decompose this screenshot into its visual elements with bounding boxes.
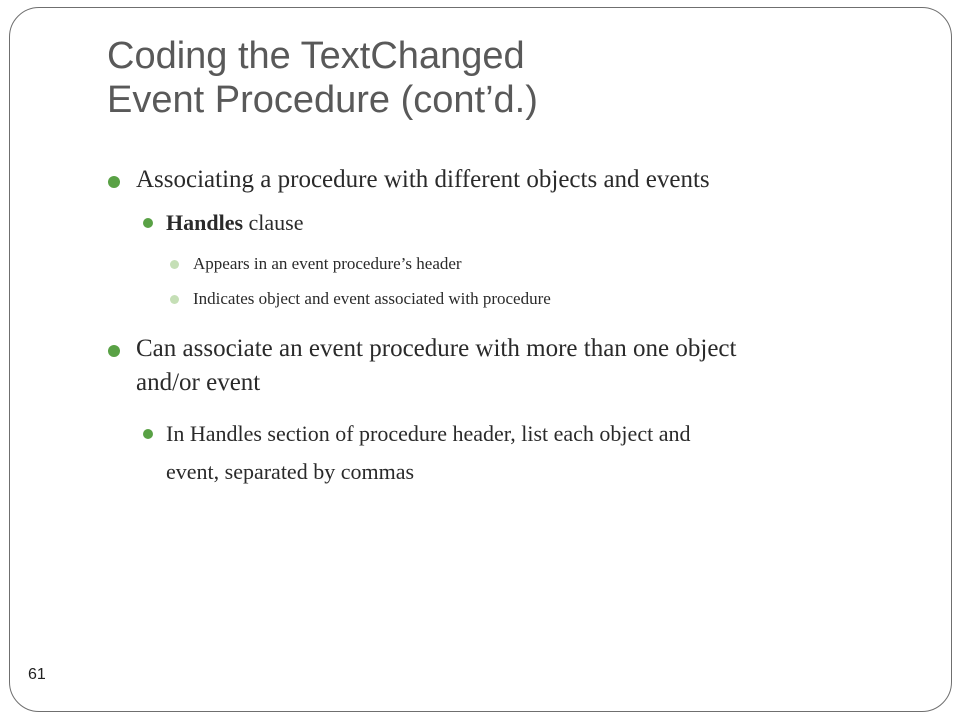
bullet-dot-icon bbox=[143, 218, 153, 228]
page-number: 61 bbox=[28, 666, 46, 683]
bullet-dot-icon bbox=[108, 176, 120, 188]
bullet-dot-icon bbox=[170, 260, 179, 269]
bullet-level3-indicates bbox=[193, 287, 551, 311]
handles-keyword: Handles bbox=[166, 210, 244, 235]
slide-title-line-1: Coding the TextChanged bbox=[107, 35, 525, 77]
bullet-text-line-2: and/or event bbox=[136, 369, 261, 396]
bullet-dot-icon bbox=[143, 429, 153, 439]
bullet-level2-handles-clause bbox=[166, 204, 304, 242]
bullet-text-line-2: event, separated by commas bbox=[166, 459, 415, 484]
bullet-level1-associating bbox=[136, 163, 710, 197]
bullet-level2-in-handles-section bbox=[166, 415, 690, 491]
bullet-level3-appears bbox=[193, 252, 462, 276]
bullet-dot-icon bbox=[170, 295, 179, 304]
bullet-text: clause bbox=[243, 210, 304, 235]
bullet-text: Indicates object and event associated with procedure bbox=[193, 289, 551, 308]
bullet-text: Associating a procedure with different objects and events bbox=[136, 166, 710, 193]
bullet-text: Appears in an event procedure’s header bbox=[193, 254, 462, 273]
bullet-text-line-1: Can associate an event procedure with more than one object bbox=[136, 335, 737, 362]
bullet-level1-can-associate bbox=[136, 332, 736, 400]
bullet-dot-icon bbox=[108, 345, 120, 357]
bullet-text-line-1: In Handles section of procedure header, list each object and bbox=[166, 421, 691, 446]
slide-title-line-2: Event Procedure (cont’d.) bbox=[107, 79, 538, 121]
